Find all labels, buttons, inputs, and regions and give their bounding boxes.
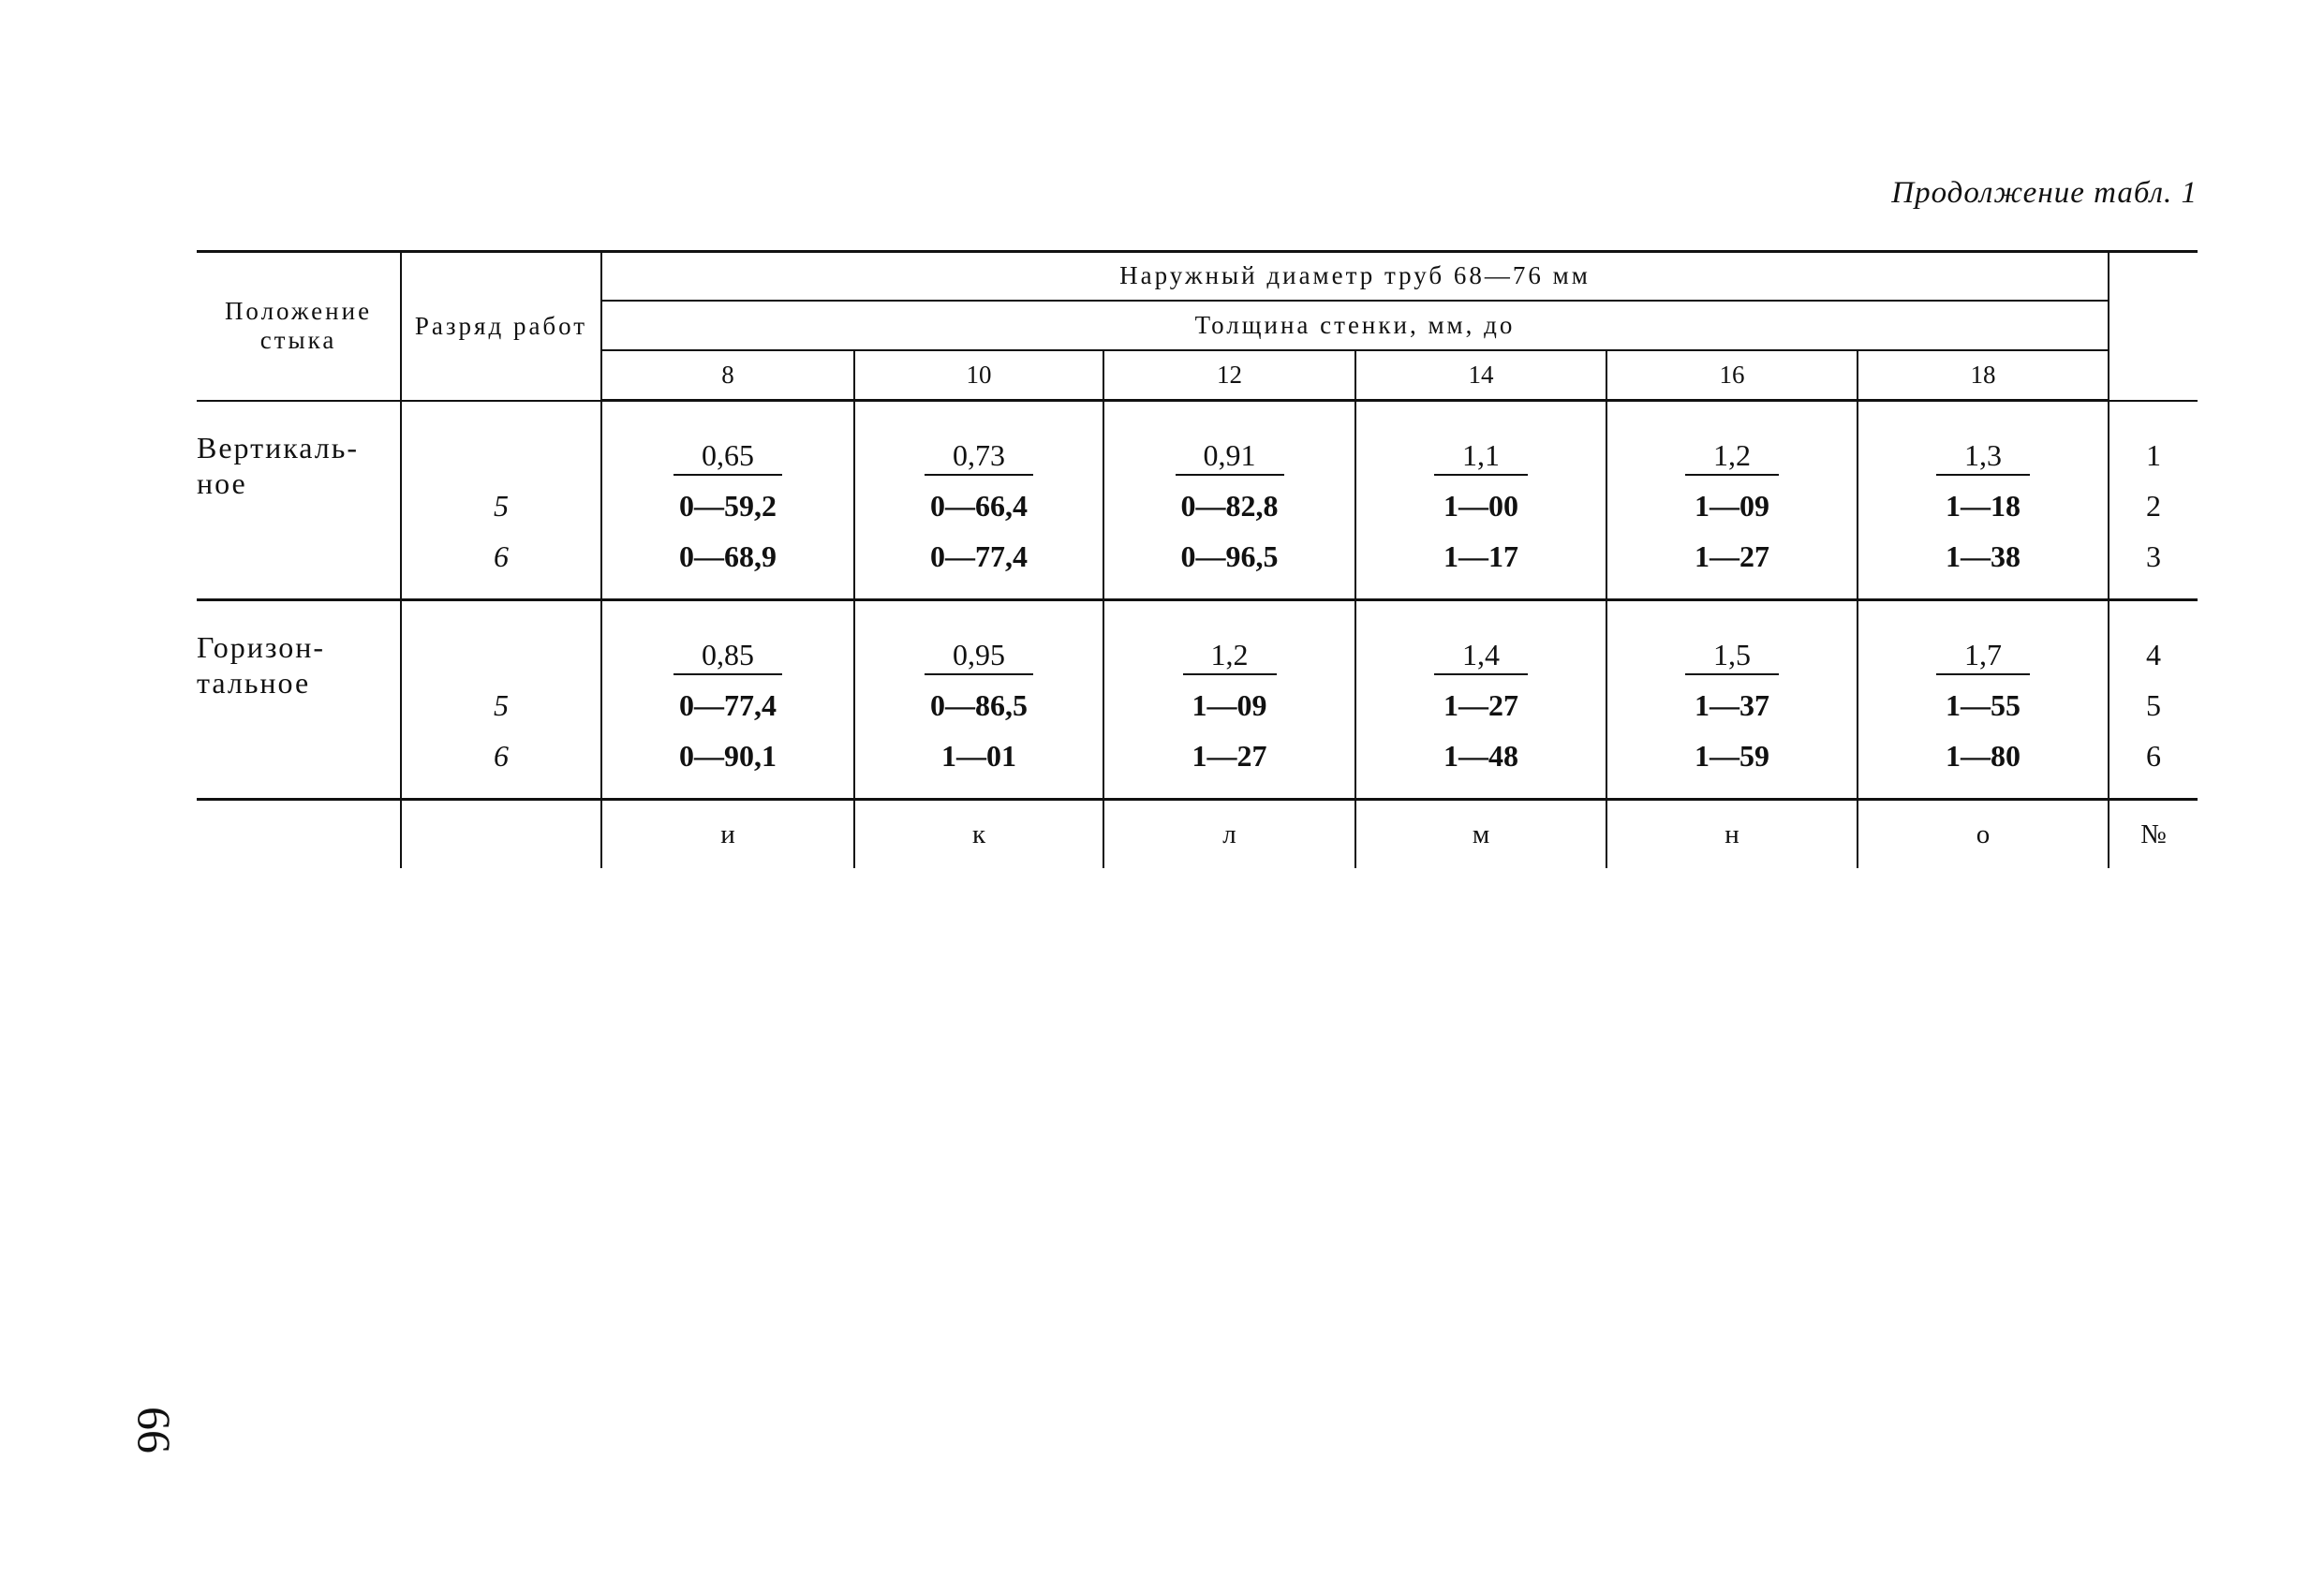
value-line [1104, 480, 1354, 531]
price-value: 1—09 [1695, 489, 1769, 523]
value-cell [1103, 401, 1355, 600]
price-value: 1—09 [1192, 688, 1267, 722]
value-cell [1606, 600, 1858, 800]
norm-time: 1,5 [1685, 636, 1779, 675]
table-caption: Продолжение табл. 1 [1891, 176, 2198, 210]
column-letter: л [1103, 800, 1355, 869]
price-value: 1—00 [1443, 489, 1518, 523]
thickness-value: 16 [1606, 350, 1858, 401]
value-line [1858, 730, 2108, 781]
column-letter: и [601, 800, 854, 869]
norm-time: 1,3 [1936, 436, 2030, 476]
price-value: 1—27 [1443, 688, 1518, 722]
price-value: 1—80 [1946, 739, 2021, 773]
price-value: 1—48 [1443, 739, 1518, 773]
joint-position: Горизон- тальное [197, 600, 401, 800]
price-value: 0—77,4 [679, 688, 777, 722]
grade-cell [401, 401, 601, 600]
value-cell [1858, 401, 2109, 600]
value-line [1858, 531, 2108, 582]
price-value: 0—82,8 [1180, 489, 1279, 523]
value-line [1104, 430, 1354, 480]
value-line [1607, 480, 1857, 531]
column-letter: м [1355, 800, 1606, 869]
value-line [1607, 629, 1857, 680]
footer-blank [197, 800, 401, 869]
norm-time: 1,2 [1183, 636, 1277, 675]
value-cell [1355, 600, 1606, 800]
value-cell [854, 600, 1103, 800]
value-line [1858, 680, 2108, 730]
value-line [1858, 629, 2108, 680]
footer-row [197, 800, 2198, 869]
row-number-cell [2109, 600, 2198, 800]
column-letter-num: № [2140, 819, 2167, 849]
price-value: 1—37 [1695, 688, 1769, 722]
value-line [1356, 629, 1606, 680]
norm-time: 0,73 [925, 436, 1033, 476]
price-value: 0—59,2 [679, 489, 777, 523]
value-cell [1606, 401, 1858, 600]
grade-value [402, 430, 600, 480]
value-line [602, 480, 853, 531]
footer-blank [401, 800, 601, 869]
diameter-header: Наружный диаметр труб 68—76 мм [601, 252, 2109, 302]
norm-time: 1,2 [1685, 436, 1779, 476]
row-number: 6 [2146, 739, 2162, 773]
row-number: 3 [2146, 538, 2162, 573]
value-line [1607, 430, 1857, 480]
value-cell [601, 401, 854, 600]
joint-position: Вертикаль- ное [197, 401, 401, 600]
value-cell [854, 401, 1103, 600]
price-value: 1—01 [941, 739, 1016, 773]
value-cell [1103, 600, 1355, 800]
column-letter: к [854, 800, 1103, 869]
grade-value: 6 [494, 538, 509, 573]
norm-time: 0,95 [925, 636, 1033, 675]
value-line [855, 730, 1103, 781]
value-cell [1355, 401, 1606, 600]
value-line [1356, 430, 1606, 480]
value-line [855, 430, 1103, 480]
page-number: 66 [128, 1407, 181, 1453]
price-value: 0—66,4 [930, 489, 1028, 523]
norm-time: 0,85 [674, 636, 782, 675]
thickness-value: 8 [601, 350, 854, 401]
grade-value [402, 629, 600, 680]
price-value: 1—55 [1946, 688, 2021, 722]
value-line [1104, 531, 1354, 582]
price-value: 1—18 [1946, 489, 2021, 523]
header-row-1 [197, 252, 2198, 302]
value-line [1356, 531, 1606, 582]
price-value: 0—77,4 [930, 539, 1028, 573]
price-value: 0—86,5 [930, 688, 1028, 722]
row-number: 1 [2146, 437, 2162, 472]
column-letter: о [1858, 800, 2109, 869]
price-value: 0—96,5 [1180, 539, 1279, 573]
col-header-grade: Разряд работ [401, 252, 601, 401]
value-cell [601, 600, 854, 800]
price-value: 0—68,9 [679, 539, 777, 573]
value-line [855, 629, 1103, 680]
column-letter: н [1606, 800, 1858, 869]
value-line [602, 531, 853, 582]
price-value: 1—38 [1946, 539, 2021, 573]
grade-value: 6 [494, 739, 509, 773]
row-number: 2 [2146, 488, 2162, 523]
value-line [1607, 730, 1857, 781]
value-line [855, 680, 1103, 730]
thickness-value: 12 [1103, 350, 1355, 401]
value-line [1356, 730, 1606, 781]
value-line [1104, 680, 1354, 730]
price-value: 1—27 [1192, 739, 1267, 773]
thickness-header: Толщина стенки, мм, до [601, 301, 2109, 350]
value-line [1858, 480, 2108, 531]
data-group-row [197, 600, 2198, 800]
col-header-position: Положение стыка [197, 252, 401, 401]
price-value: 1—17 [1443, 539, 1518, 573]
value-line [1104, 629, 1354, 680]
price-value: 1—27 [1695, 539, 1769, 573]
value-cell [1858, 600, 2109, 800]
value-line [1356, 480, 1606, 531]
row-number: 5 [2146, 688, 2162, 722]
norm-time: 0,91 [1176, 436, 1284, 476]
value-line [1104, 730, 1354, 781]
grade-value: 5 [494, 688, 509, 722]
value-line [855, 480, 1103, 531]
value-line [602, 430, 853, 480]
value-line [602, 629, 853, 680]
value-line [1607, 680, 1857, 730]
grade-cell [401, 600, 601, 800]
value-line [855, 531, 1103, 582]
data-group-row [197, 401, 2198, 600]
norm-time: 1,1 [1434, 436, 1528, 476]
grade-value: 5 [494, 488, 509, 523]
norm-time: 1,7 [1936, 636, 2030, 675]
value-line [602, 680, 853, 730]
thickness-value: 10 [854, 350, 1103, 401]
row-number-cell [2109, 401, 2198, 600]
row-number: 4 [2146, 638, 2162, 671]
thickness-value: 14 [1355, 350, 1606, 401]
norm-time: 1,4 [1434, 636, 1528, 675]
thickness-value: 18 [1858, 350, 2109, 401]
value-line [1356, 680, 1606, 730]
norm-time: 0,65 [674, 436, 782, 476]
norms-table [197, 250, 2198, 868]
col-header-num-blank [2109, 252, 2198, 401]
value-line [1607, 531, 1857, 582]
price-value: 1—59 [1695, 739, 1769, 773]
value-line [602, 730, 853, 781]
price-value: 0—90,1 [679, 739, 777, 773]
value-line [1858, 430, 2108, 480]
